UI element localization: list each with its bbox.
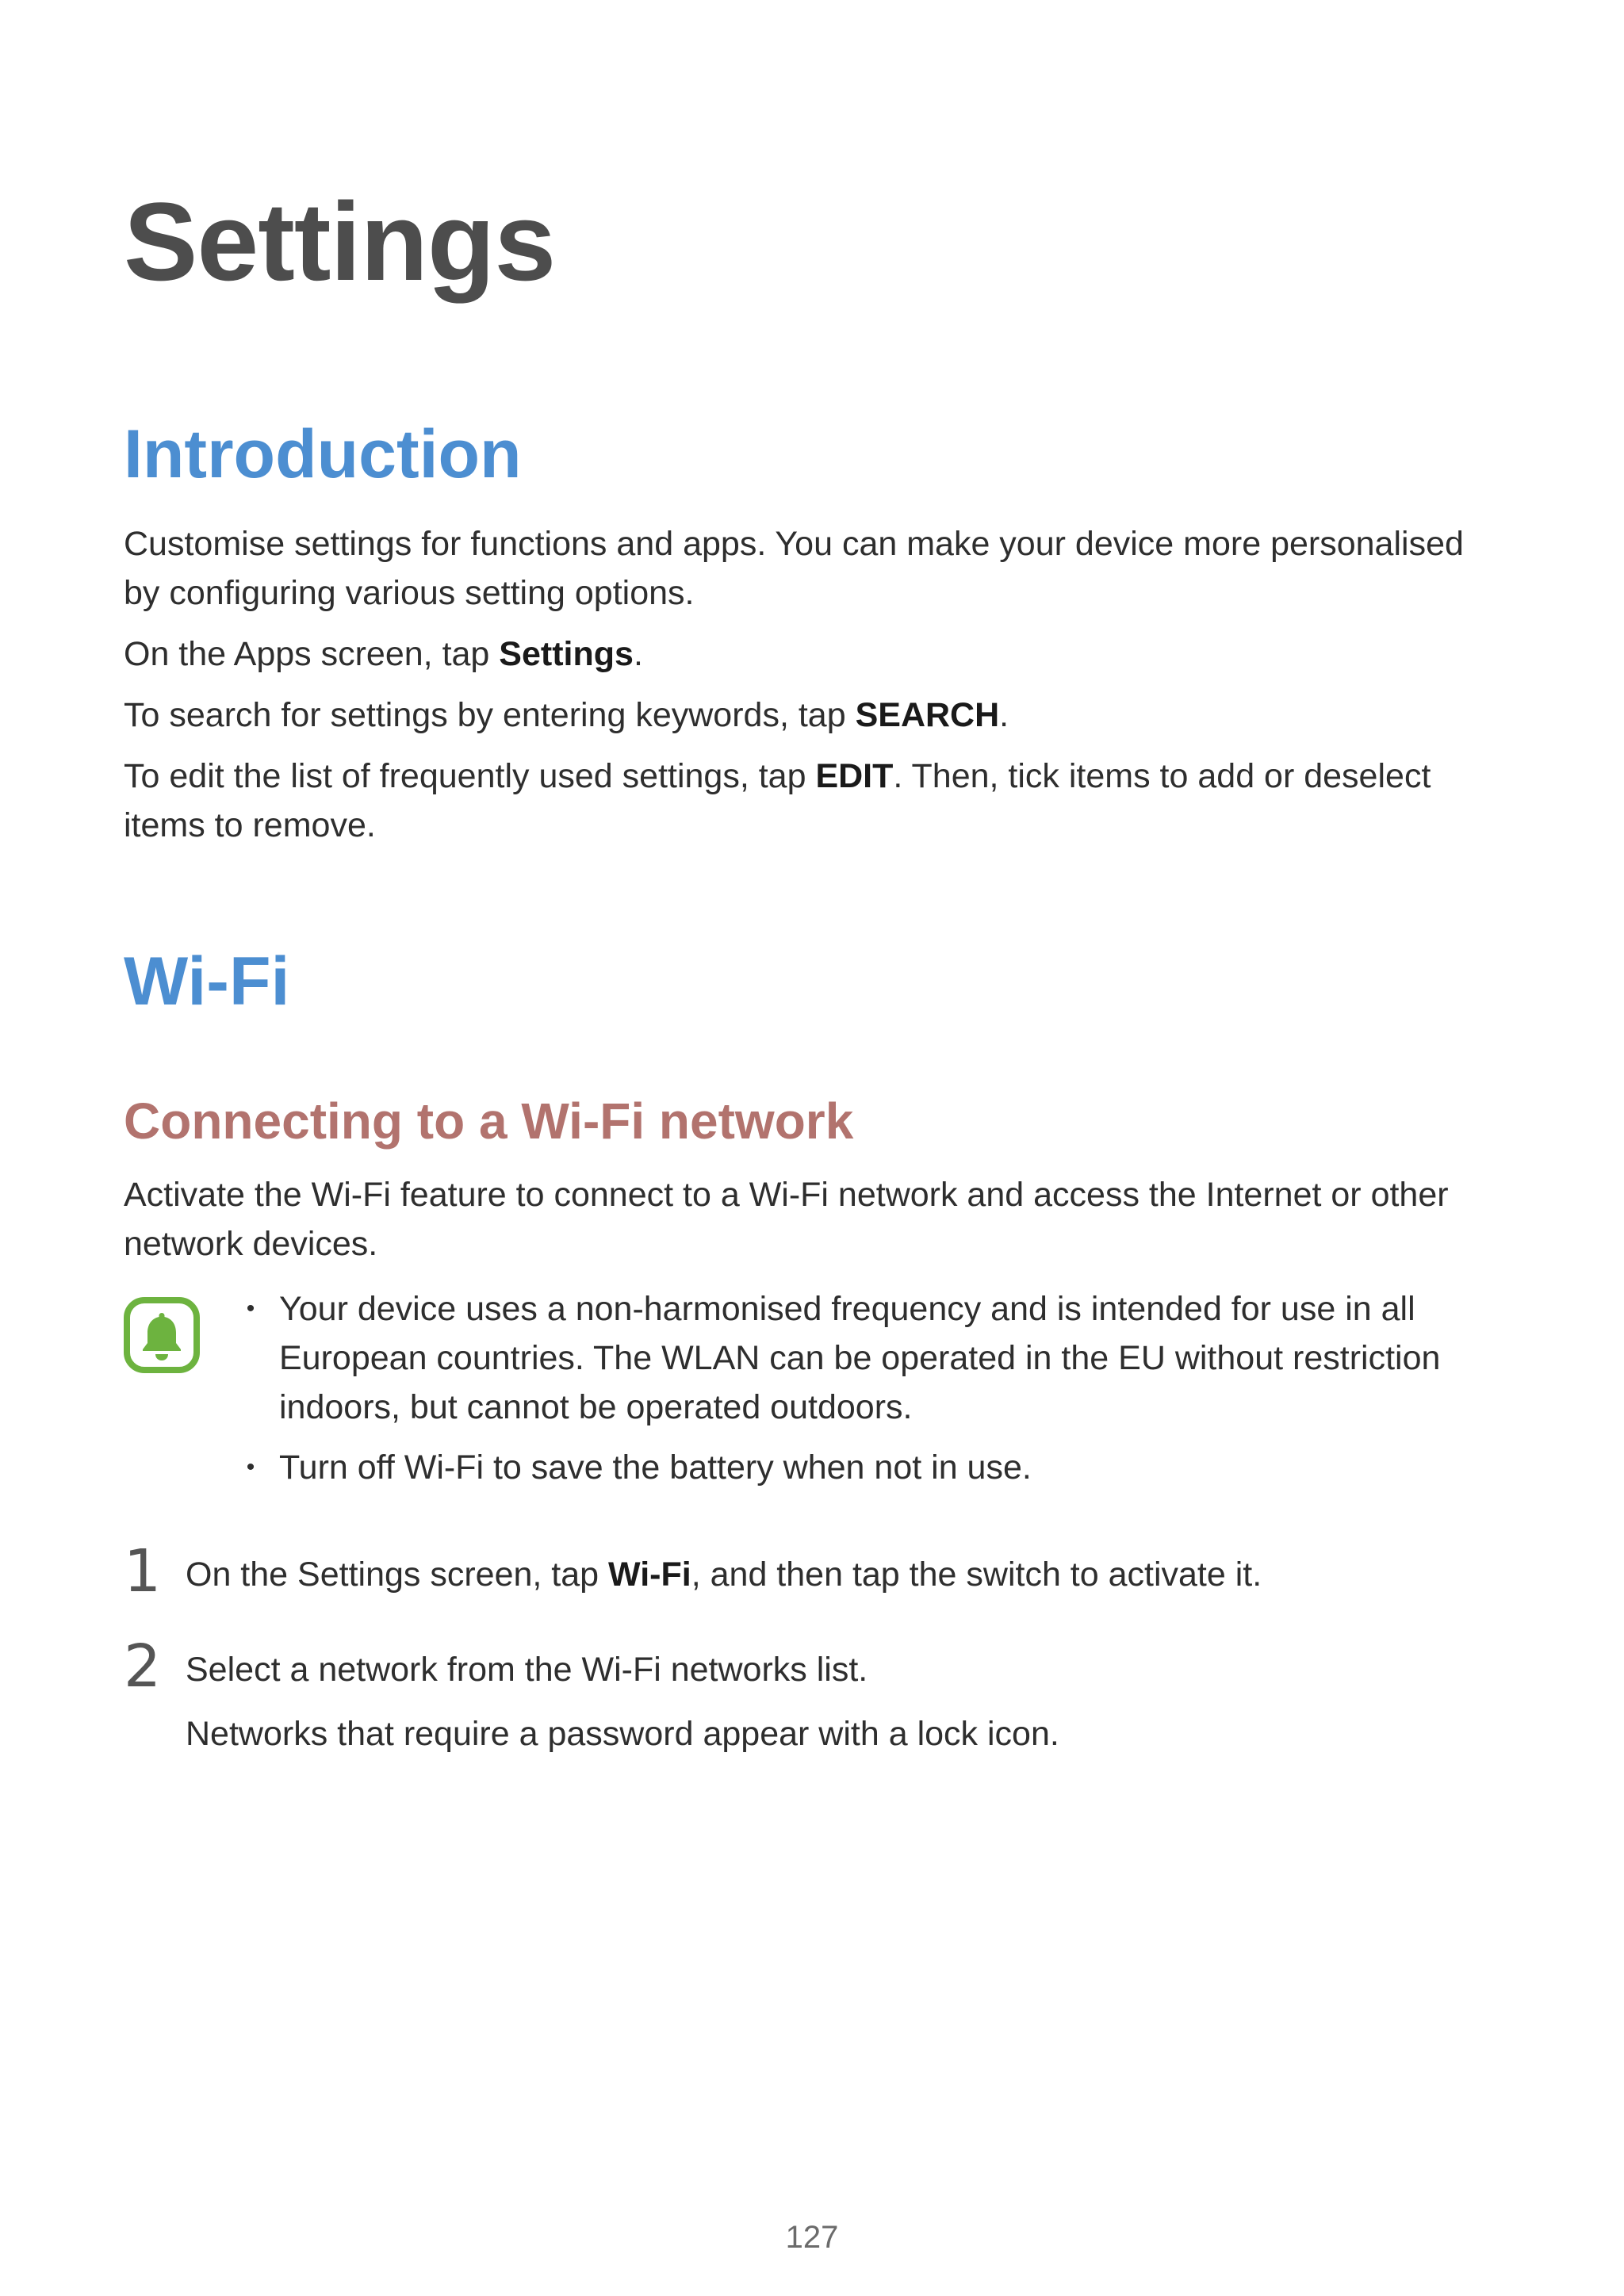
- text-segment: To search for settings by entering keywords, tap: [124, 696, 856, 734]
- connecting-wifi-subheading: Connecting to a Wi-Fi network: [124, 1093, 854, 1150]
- introduction-heading: Introduction: [124, 416, 522, 492]
- step-subtext: Networks that require a password appear with a lock icon.: [186, 1715, 1059, 1753]
- bullet: •: [246, 1454, 255, 1480]
- note-text: Turn off Wi-Fi to save the battery when not in use.: [279, 1448, 1032, 1487]
- introduction-paragraph-4: [124, 752, 1503, 850]
- introduction-paragraph-2: [124, 629, 1503, 679]
- introduction-paragraph-1: Customise settings for functions and apps. You can make your device more personalised by configuring various setting options.: [124, 525, 1464, 612]
- notification-bell-icon: [124, 1297, 200, 1373]
- search-keyword: SEARCH: [855, 696, 1000, 734]
- text-segment: On the Apps screen, tap: [124, 635, 500, 673]
- introduction-paragraph-3: [124, 691, 1503, 740]
- text-segment: .: [633, 635, 643, 673]
- edit-keyword: EDIT: [815, 757, 894, 795]
- bullet: •: [246, 1295, 255, 1322]
- step-number: 1: [124, 1537, 162, 1605]
- note-item: [243, 1443, 1503, 1492]
- text-segment: To edit the list of frequently used settings, tap: [124, 757, 816, 795]
- page-number: 127: [785, 2220, 839, 2255]
- note-item: [243, 1284, 1503, 1432]
- settings-keyword: Settings: [499, 635, 634, 673]
- step-text: Select a network from the Wi-Fi networks list.: [186, 1651, 868, 1689]
- step-text: [186, 1550, 1502, 1599]
- text-segment: .: [999, 696, 1009, 734]
- wifi-intro-paragraph: Activate the Wi-Fi feature to connect to a Wi-Fi network and access the Internet or other network devices.: [124, 1176, 1449, 1263]
- text-segment: , and then tap the switch to activate it.: [691, 1556, 1262, 1594]
- step-number: 2: [124, 1632, 162, 1701]
- text-segment: On the Settings screen, tap: [186, 1556, 609, 1594]
- note-list: [243, 1284, 1503, 1503]
- wifi-keyword: Wi-Fi: [608, 1556, 691, 1594]
- note-text: Your device uses a non-harmonised frequency and is intended for use in all European countries. The WLAN can be operated in the EU without restriction indoors, but cannot be operated outdoors.: [279, 1290, 1441, 1426]
- wifi-heading: Wi-Fi: [124, 943, 290, 1020]
- text-segment: . Then, tick items to add or deselect items to remove.: [124, 757, 1431, 844]
- page-title: Settings: [124, 179, 556, 304]
